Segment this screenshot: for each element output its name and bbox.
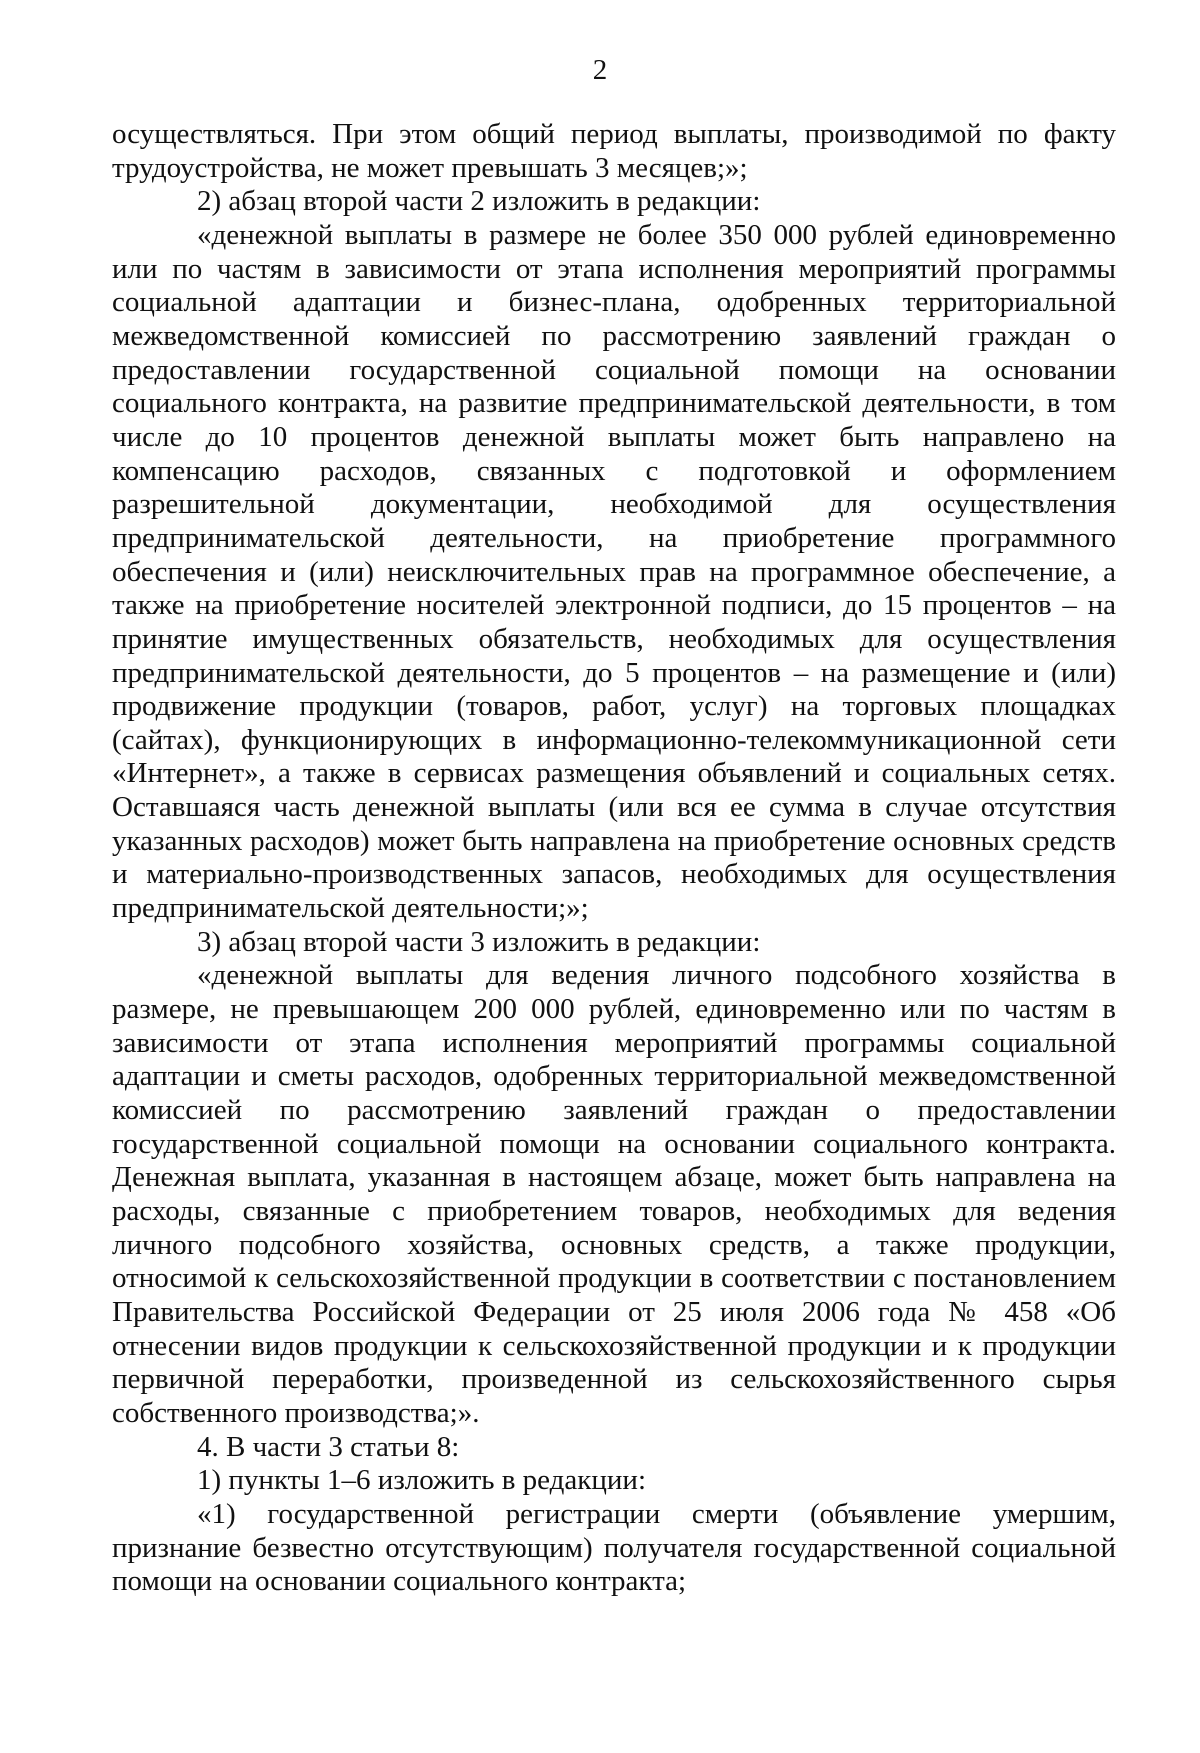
paragraph-item-3-heading: 3) абзац второй части 3 изложить в редакции: xyxy=(197,925,761,958)
paragraph-section-4-item-1: 1) пункты 1–6 изложить в редакции: xyxy=(197,1464,647,1497)
paragraph-item-2-text: «денежной выплаты в размере не более 350 000 рублей единовременно или по частям в зависимости от этапа исполнения мероприятий программы социальной адаптации и бизнес-плана, одобренных территориальной межведомственной комиссией по рассмотрению заявлений граждан о предоставлении государственной социальной помощи на основании социального контракта, на развитие предпринимательской деятельности, в том числе до 10 процентов денежной выплаты может быть направлено на компенсацию расходов, связанных с подготовкой и оформлением разрешительной документации, необходимой для осуществления предпринимательской деятельности, на приобретение программного обеспечения и (или) неисключительных прав на программное обеспечение, а также на приобретение носителей электронной подписи, до 15 процентов – на принятие имущественных обязательств, необходимых для осуществления предпринимательской деятельности, до 5 процентов – на размещение и (или) продвижение продукции (товаров, работ, услуг) на торговых площадках (сайтах), функционирующих в информационно-телекоммуникационной сети «Интернет», а также в сервисах размещения объявлений и социальных сетях. Оставшаяся часть денежной выплаты (или вся ее сумма в случае отсутствия указанных расходов) может быть направлена на приобретение основных средств и материально-производственных запасов, необходимых для осуществления предпринимательской деятельности;»; xyxy=(112,218,1116,925)
paragraph-continuation: осуществляться. При этом общий период выплаты, производимой по факту трудоустройства, не может превышать 3 месяцев;»; xyxy=(112,118,1116,184)
document-body xyxy=(112,118,1116,1599)
paragraph-item-2-heading: 2) абзац второй части 2 изложить в редакции: xyxy=(197,185,761,218)
paragraph-section-4-point-1: «1) государственной регистрации смерти (объявление умершим, признание безвестно отсутствующим) получателя государственной социальной помощи на основании социального контракта; xyxy=(112,1497,1116,1598)
paragraph-section-4-heading: 4. В части 3 статьи 8: xyxy=(197,1430,460,1463)
paragraph-item-3-text: «денежной выплаты для ведения личного подсобного хозяйства в размере, не превышающем 200 000 рублей, единовременно или по частям в зависимости от этапа исполнения мероприятий программы социальной адаптации и сметы расходов, одобренных территориальной межведомственной комиссией по рассмотрению заявлений граждан о предоставлении государственной социальной помощи на основании социального контракта. Денежная выплата, указанная в настоящем абзаце, может быть направлена на расходы, связанные с приобретением товаров, необходимых для ведения личного подсобного хозяйства, основных средств, а также продукции, относимой к сельскохозяйственной продукции в соответствии с постановлением Правительства Российской Федерации от 25 июля 2006 года № 458 «Об отнесении видов продукции к сельскохозяйственной продукции и к продукции первичной переработки, произведенной из сельскохозяйственного сырья собственного производства;». xyxy=(112,959,1116,1429)
page-number: 2 xyxy=(592,54,608,86)
